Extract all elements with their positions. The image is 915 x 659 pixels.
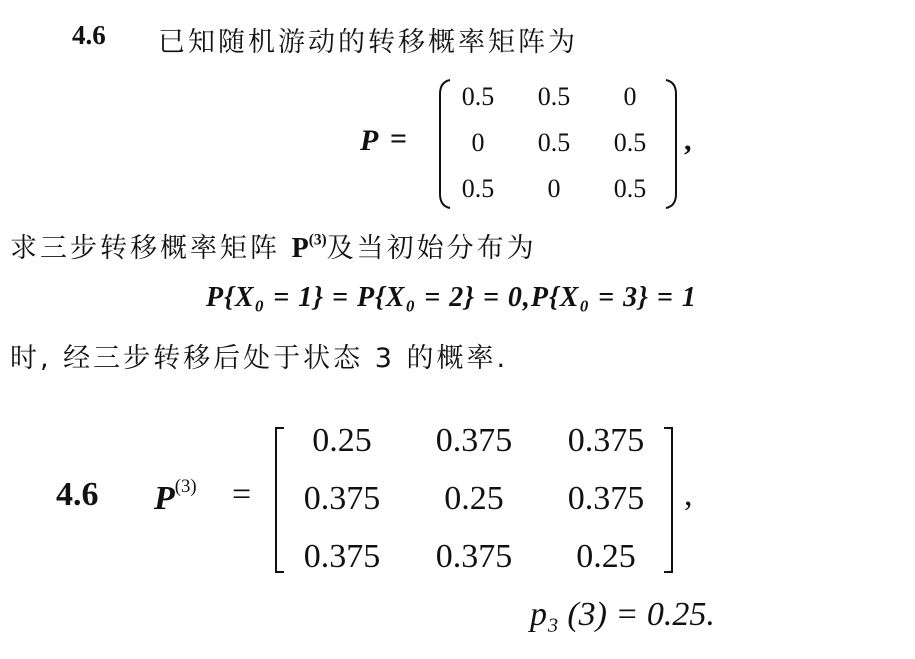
answer-probability: p₃ (3) = 0.25. <box>530 596 715 633</box>
matrix-cell: 0 <box>471 128 485 157</box>
problem-equals: = <box>390 122 408 155</box>
matrix-cell: 0.5 <box>613 128 647 157</box>
initial-distribution: P{X₀ = 1} = P{X₀ = 2} = 0,P{X₀ = 3} = 1 <box>206 282 697 313</box>
answer-matrix-lhs: $P^{(3)}$ <box>154 476 197 517</box>
line2-matrix-symbol: $P^{(3)}$ <box>291 231 327 264</box>
matrix-cell: 0.5 <box>461 174 495 203</box>
matrix-cell: 0.375 <box>303 538 381 575</box>
answer-matrix-comma: , <box>684 476 693 513</box>
answer-equals: = <box>232 476 252 513</box>
problem-matrix <box>440 78 668 210</box>
matrix-cell: 0.5 <box>461 82 495 111</box>
matrix-cell: 0.375 <box>303 480 381 517</box>
matrix-cell: 0.5 <box>537 82 571 111</box>
problem-right-paren <box>662 78 682 210</box>
matrix-cell: 0.5 <box>537 128 571 157</box>
matrix-cell: 0.25 <box>444 480 504 517</box>
matrix-cell: 0.375 <box>435 422 513 459</box>
problem-statement-line1: 已知随机游动的转移概率矩阵为 <box>158 27 578 58</box>
matrix-cell: 0.375 <box>567 422 645 459</box>
problem-number: 4.6 <box>72 20 106 50</box>
line2-prefix: 求三步转移概率矩阵 <box>10 233 280 264</box>
problem-statement-line4: 时, 经三步转移后处于状态 3 的概率. <box>10 343 509 374</box>
matrix-cell: 0.5 <box>613 174 647 203</box>
line2-suffix: 及当初始分布为 <box>326 233 537 264</box>
matrix-cell: 0.25 <box>312 422 372 459</box>
answer-number: 4.6 <box>56 476 99 513</box>
matrix-cell: 0 <box>547 174 561 203</box>
matrix-cell: 0.375 <box>435 538 513 575</box>
matrix-cell: 0.375 <box>567 480 645 517</box>
matrix-cell: 0 <box>623 82 637 111</box>
problem-matrix-comma: , <box>684 124 692 157</box>
answer-right-bracket <box>662 426 678 574</box>
problem-matrix-lhs: P <box>360 124 379 157</box>
answer-matrix <box>276 420 672 580</box>
matrix-cell: 0.25 <box>576 538 636 575</box>
problem-statement-line2 <box>10 226 537 265</box>
